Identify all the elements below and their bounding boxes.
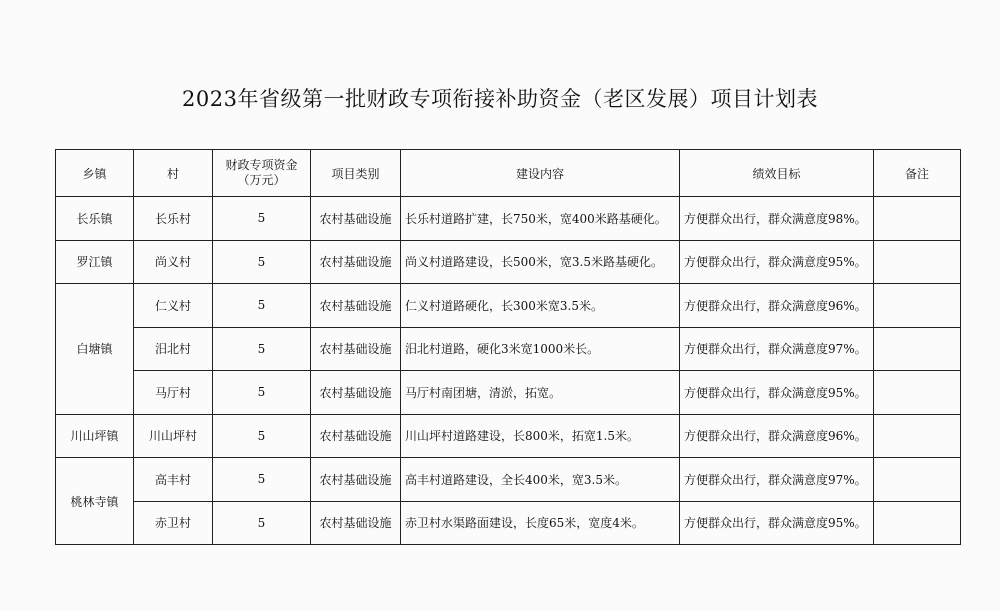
cell-content: 尚义村道路建设，长500米，宽3.5米路基硬化。 [401,240,680,284]
cell-township: 长乐镇 [56,197,134,241]
cell-note [874,327,961,371]
cell-category: 农村基础设施 [311,414,401,458]
cell-category: 农村基础设施 [311,197,401,241]
cell-note [874,197,961,241]
table-row [56,371,961,415]
cell-note [874,240,961,284]
cell-village: 高丰村 [134,458,213,502]
cell-village: 仁义村 [134,284,213,328]
cell-target: 方便群众出行，群众满意度97%。 [680,327,874,371]
cell-village: 赤卫村 [134,501,213,545]
cell-note [874,501,961,545]
table-row [56,284,961,328]
table-row [56,240,961,284]
header-target: 绩效目标 [680,150,874,197]
table-body [56,197,961,545]
cell-note [874,371,961,415]
cell-target: 方便群众出行，群众满意度96%。 [680,414,874,458]
cell-content: 马厅村南团塘，清淤，拓宽。 [401,371,680,415]
table-row [56,327,961,371]
header-township: 乡镇 [56,150,134,197]
cell-note [874,458,961,502]
table-row [56,414,961,458]
header-fund: 财政专项资金（万元） [213,150,311,197]
cell-target: 方便群众出行，群众满意度96%。 [680,284,874,328]
cell-fund: 5 [213,284,311,328]
cell-fund: 5 [213,240,311,284]
table-row [56,501,961,545]
header-note: 备注 [874,150,961,197]
cell-category: 农村基础设施 [311,284,401,328]
cell-content: 赤卫村水渠路面建设，长度65米，宽度4米。 [401,501,680,545]
cell-target: 方便群众出行，群众满意度95%。 [680,501,874,545]
cell-village: 尚义村 [134,240,213,284]
cell-content: 川山坪村道路建设，长800米，拓宽1.5米。 [401,414,680,458]
cell-category: 农村基础设施 [311,501,401,545]
cell-target: 方便群众出行，群众满意度95%。 [680,240,874,284]
cell-content: 仁义村道路硬化，长300米宽3.5米。 [401,284,680,328]
cell-fund: 5 [213,414,311,458]
cell-township: 罗江镇 [56,240,134,284]
cell-fund: 5 [213,458,311,502]
cell-fund: 5 [213,501,311,545]
cell-fund: 5 [213,327,311,371]
cell-township: 川山坪镇 [56,414,134,458]
cell-category: 农村基础设施 [311,458,401,502]
cell-content: 长乐村道路扩建，长750米，宽400米路基硬化。 [401,197,680,241]
table-row [56,458,961,502]
cell-content: 汨北村道路，硬化3米宽1000米长。 [401,327,680,371]
cell-note [874,284,961,328]
cell-township: 桃林寺镇 [56,458,134,545]
cell-village: 汨北村 [134,327,213,371]
cell-fund: 5 [213,197,311,241]
cell-category: 农村基础设施 [311,371,401,415]
cell-township: 白塘镇 [56,284,134,415]
cell-village: 川山坪村 [134,414,213,458]
cell-category: 农村基础设施 [311,240,401,284]
cell-note [874,414,961,458]
cell-village: 长乐村 [134,197,213,241]
cell-fund: 5 [213,371,311,415]
cell-village: 马厅村 [134,371,213,415]
header-content: 建设内容 [401,150,680,197]
header-category: 项目类别 [311,150,401,197]
header-village: 村 [134,150,213,197]
cell-content: 高丰村道路建设，全长400米，宽3.5米。 [401,458,680,502]
cell-category: 农村基础设施 [311,327,401,371]
table-header-row [56,150,961,197]
cell-target: 方便群众出行，群众满意度97%。 [680,458,874,502]
table-row [56,197,961,241]
cell-target: 方便群众出行，群众满意度95%。 [680,371,874,415]
cell-target: 方便群众出行，群众满意度98%。 [680,197,874,241]
project-plan-table [55,149,961,545]
page-title: 2023年省级第一批财政专项衔接补助资金（老区发展）项目计划表 [182,87,818,111]
